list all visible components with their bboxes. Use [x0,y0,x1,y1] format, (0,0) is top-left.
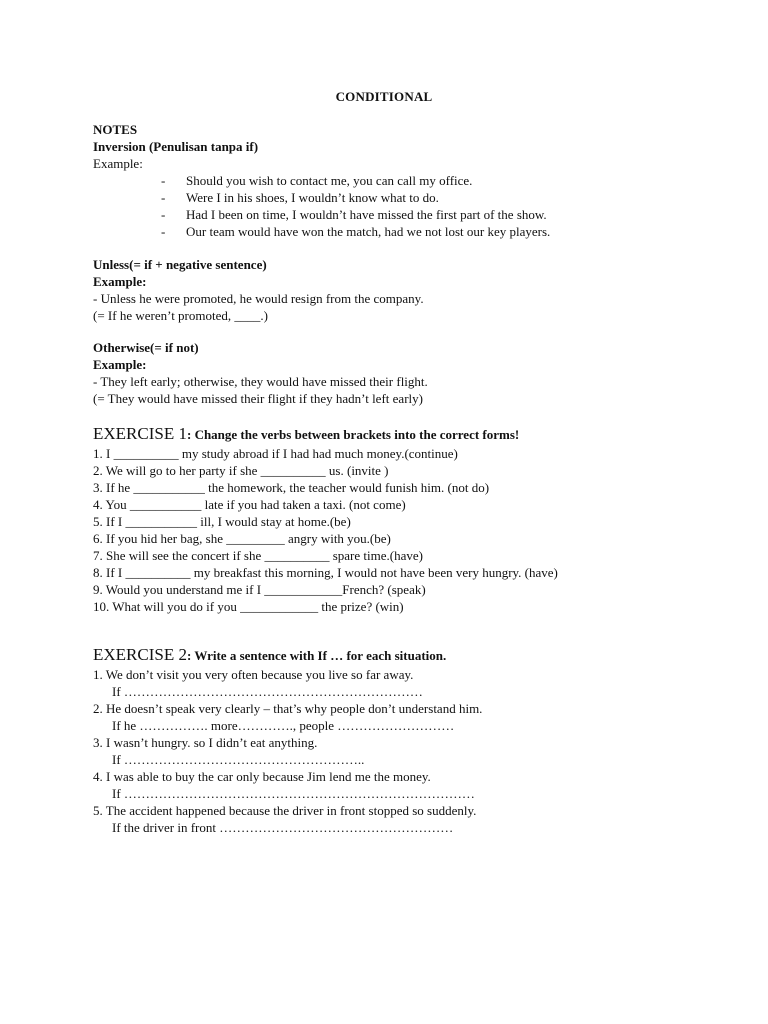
unless-section [93,256,713,324]
notes-heading: NOTES [93,122,138,137]
inversion-examples-list [161,172,713,240]
unless-example-line: (= If he weren’t promoted, ____.) [93,308,268,323]
exercise1-item: 10. What will you do if you ____________ the prize? (win) [93,599,404,614]
exercise2-question: 1. We don’t visit you very often because you live so far away. [93,667,414,682]
exercise2-answer-line: If ……………………………………………………………………… [112,786,475,801]
otherwise-example-line: - They left early; otherwise, they would have missed their flight. [93,374,428,389]
exercise1-label: EXERCISE 1 [93,424,187,443]
bullet-marker: - [161,173,166,188]
otherwise-example-label: Example: [93,357,147,372]
unless-example-line: - Unless he were promoted, he would resign from the company. [93,291,424,306]
exercise2-question: 5. The accident happened because the driver in front stopped so suddenly. [93,803,477,818]
exercise2-section [93,645,713,836]
exercise2-question: 4. I was able to buy the car only because Jim lend me the money. [93,769,431,784]
exercise1-item: 4. You ___________ late if you had taken a taxi. (not come) [93,497,406,512]
exercise1-item: 7. She will see the concert if she __________ spare time.(have) [93,548,423,563]
exercise1-item: 2. We will go to her party if she __________ us. (invite ) [93,463,389,478]
inversion-example: - Our team would have won the match, had we not lost our key players. [161,224,551,239]
inversion-heading: Inversion (Penulisan tanpa if) [93,139,259,154]
exercise1-item: 9. Would you understand me if I ____________French? (speak) [93,582,426,597]
exercise2-answer-line: If …………………………………………………………… [112,684,423,699]
exercise1-item: 1. I __________ my study abroad if I had had much money.(continue) [93,446,458,461]
inversion-example-label: Example: [93,156,143,171]
bullet-marker: - [161,224,166,239]
exercise2-question: 3. I wasn’t hungry. so I didn’t eat anything. [93,735,318,750]
inversion-example: - Were I in his shoes, I wouldn’t know what to do. [161,190,439,205]
exercise1-item: 5. If I ___________ ill, I would stay at home.(be) [93,514,351,529]
exercise2-heading [93,645,713,665]
exercise1-heading [93,424,713,444]
exercise1-section [93,424,713,615]
exercise2-answer-line: If the driver in front ……………………………………………… [112,820,454,835]
unless-heading: Unless(= if + negative sentence) [93,257,267,272]
otherwise-section [93,339,713,407]
exercise1-item: 6. If you hid her bag, she _________ angry with you.(be) [93,531,391,546]
exercise2-question: 2. He doesn’t speak very clearly – that’s why people don’t understand him. [93,701,483,716]
exercise1-item: 3. If he ___________ the homework, the teacher would funish him. (not do) [93,480,490,495]
inversion-example: - Should you wish to contact me, you can call my office. [161,173,473,188]
exercise2-label: EXERCISE 2 [93,645,187,664]
page-title: CONDITIONAL [335,89,433,104]
unless-example-label: Example: [93,274,147,289]
exercise2-instruction: : Write a sentence with If … for each situation. [186,648,447,663]
bullet-marker: - [161,190,166,205]
exercise2-answer-line: If he ……………. more…………., people ……………………… [112,718,455,733]
otherwise-heading: Otherwise(= if not) [93,340,199,355]
otherwise-example-line: (= They would have missed their flight if they hadn’t left early) [93,391,423,406]
exercise2-answer-line: If ……………………………………………….. [112,752,365,767]
exercise1-item: 8. If I __________ my breakfast this morning, I would not have been very hungry. (have) [93,565,558,580]
notes-section [93,121,713,240]
inversion-example: - Had I been on time, I wouldn’t have missed the first part of the show. [161,207,547,222]
exercise1-instruction: : Change the verbs between brackets into the correct forms! [186,427,520,442]
bullet-marker: - [161,207,166,222]
